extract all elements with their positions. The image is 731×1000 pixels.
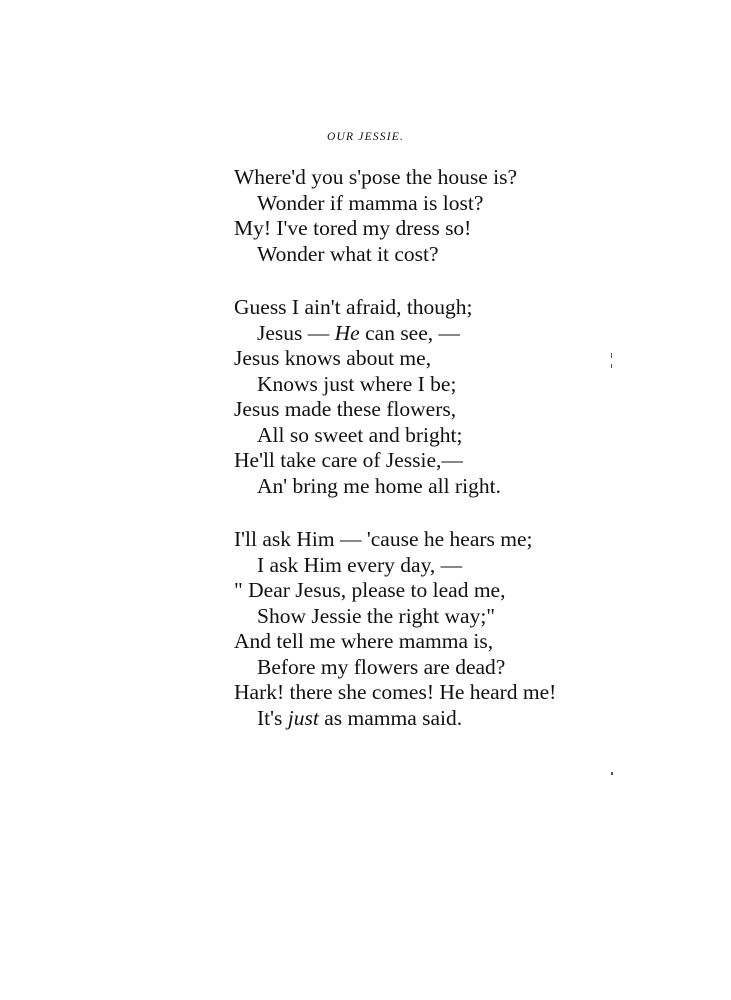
poem-line bbox=[234, 397, 694, 423]
running-head: OUR JESSIE. bbox=[326, 131, 405, 143]
line-text: Hark! there she comes! He heard me! bbox=[234, 680, 557, 704]
line-text: My! I've tored my dress so! bbox=[234, 216, 472, 240]
poem-line bbox=[234, 372, 694, 398]
poem-line bbox=[234, 527, 694, 553]
line-text: Wonder if mamma is lost? bbox=[257, 190, 484, 215]
line-text: Where'd you s'pose the house is? bbox=[234, 165, 517, 189]
line-text: Knows just where I be; bbox=[257, 371, 457, 396]
line-text: Jesus — bbox=[257, 320, 335, 345]
stanza bbox=[234, 295, 694, 499]
poem-line bbox=[234, 423, 694, 449]
poem-line bbox=[234, 448, 694, 474]
poem-line bbox=[234, 346, 694, 372]
line-text: as mamma said. bbox=[318, 705, 463, 730]
line-text: " Dear Jesus, please to lead me, bbox=[234, 578, 506, 602]
emphasized-word: just bbox=[287, 705, 319, 730]
line-text: Guess I ain't afraid, though; bbox=[234, 295, 473, 319]
line-text: It's bbox=[257, 705, 288, 730]
line-text: Before my flowers are dead? bbox=[257, 654, 506, 679]
poem-line bbox=[234, 321, 694, 347]
print-speck bbox=[611, 353, 612, 358]
emphasized-word: He bbox=[334, 320, 360, 345]
line-text: All so sweet and bright; bbox=[257, 422, 463, 447]
poem-line bbox=[234, 680, 694, 706]
poem-line bbox=[234, 553, 694, 579]
poem-line bbox=[234, 295, 694, 321]
poem-line bbox=[234, 242, 694, 268]
line-text: Jesus made these flowers, bbox=[234, 397, 457, 421]
print-speck bbox=[611, 364, 612, 368]
poem-line bbox=[234, 706, 694, 732]
line-text: An' bring me home all right. bbox=[257, 473, 501, 498]
line-text: Jesus knows about me, bbox=[234, 346, 432, 370]
line-text: Wonder what it cost? bbox=[257, 241, 439, 266]
poem bbox=[234, 165, 694, 731]
line-text: Show Jessie the right way;" bbox=[257, 603, 496, 628]
poem-line bbox=[234, 604, 694, 630]
print-speck bbox=[611, 772, 613, 775]
poem-line bbox=[234, 165, 694, 191]
stanza bbox=[234, 527, 694, 731]
line-text: And tell me where mamma is, bbox=[234, 629, 494, 653]
poem-line bbox=[234, 578, 694, 604]
stanza bbox=[234, 165, 694, 267]
line-text: He'll take care of Jessie,— bbox=[234, 448, 463, 472]
poem-line bbox=[234, 474, 694, 500]
poem-line bbox=[234, 216, 694, 242]
line-text: I'll ask Him — 'cause he hears me; bbox=[234, 527, 533, 551]
poem-line bbox=[234, 655, 694, 681]
poem-line bbox=[234, 629, 694, 655]
line-text: I ask Him every day, — bbox=[257, 552, 463, 577]
poem-line bbox=[234, 191, 694, 217]
line-text: can see, — bbox=[359, 320, 461, 345]
